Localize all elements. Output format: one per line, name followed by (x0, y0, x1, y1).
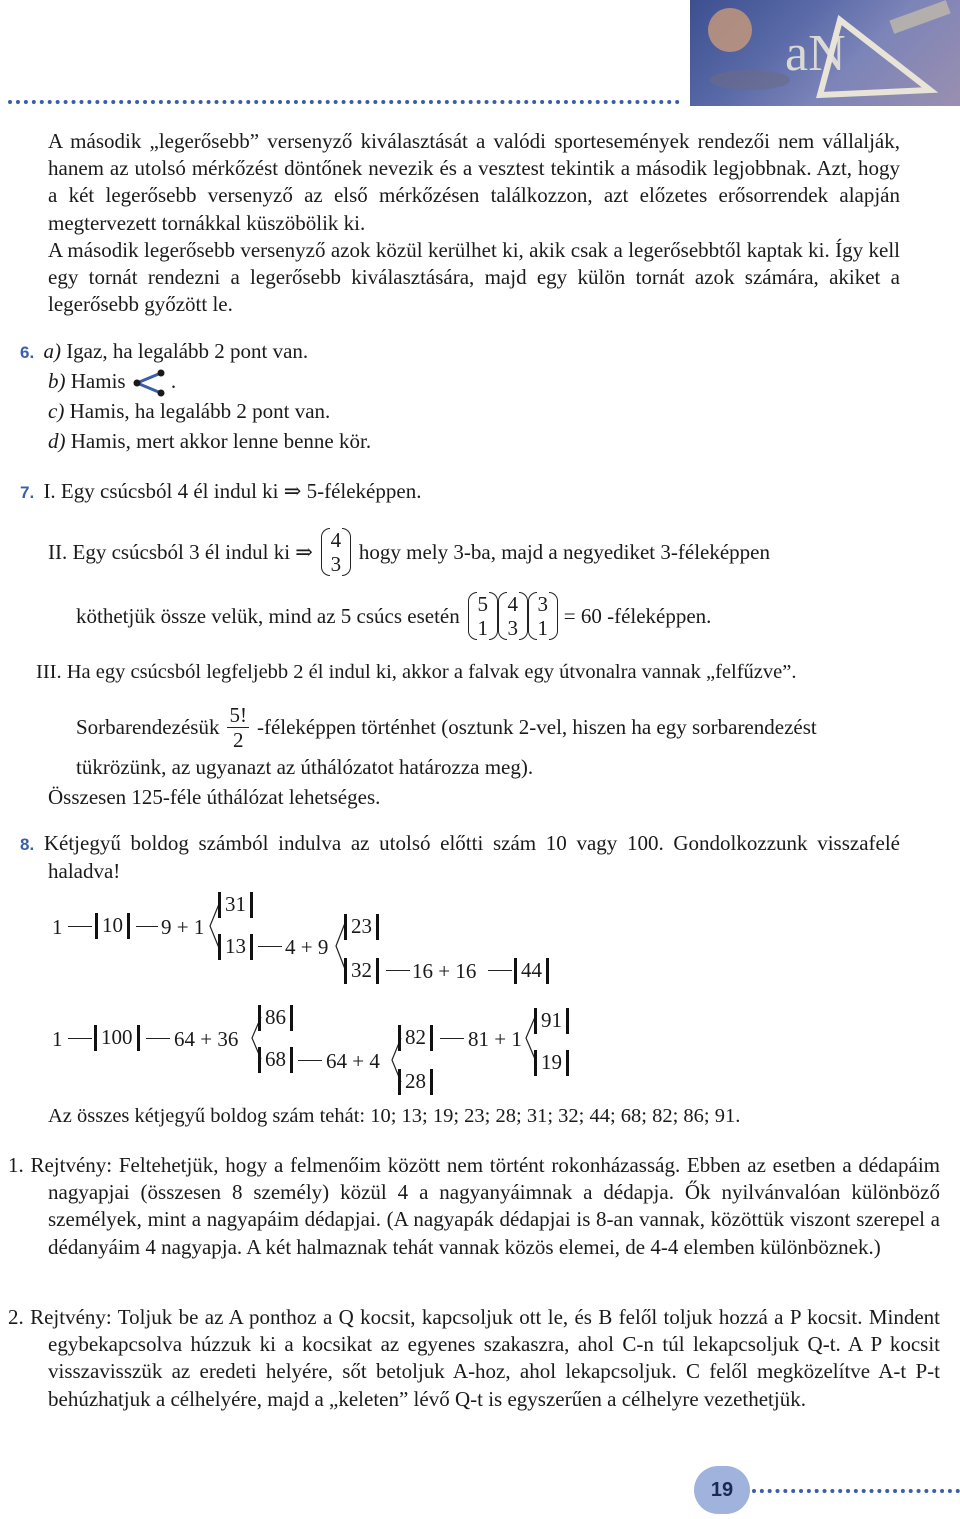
binom-top: 4 (330, 528, 342, 552)
tree-box: 31 (218, 892, 253, 918)
label-a: a) (43, 339, 61, 363)
page-number-badge: 19 (694, 1466, 750, 1514)
tree-box: 13 (218, 934, 253, 960)
item-7-ii-line2 (76, 589, 711, 643)
tree-edge (68, 1038, 92, 1039)
item-6-a (20, 339, 308, 364)
label-b: b) (48, 369, 66, 393)
label-d: d) (48, 429, 66, 453)
tree-edge (440, 1038, 464, 1039)
item-7-ii-suffix: hogy mely 3-ba, majd a negyediket 3-féleképpen (358, 539, 770, 564)
label-c: c) (48, 399, 65, 423)
intro-paragraph-2: A második legerősebb versenyző azok közül kerülhet ki, akik csak a legerősebbtől kaptak ki. Így kell egy tornát rendezni a legerősebb kiválasztására, majd egy külön tornát azok számára, akiket a legerősebb győzött le. (48, 238, 900, 317)
tree-edge (146, 1038, 170, 1039)
item-number: 6. (20, 343, 35, 362)
item-7-total: Összesen 125-féle úthálózat lehetséges. (48, 785, 381, 809)
binomial-5-1 (468, 592, 498, 640)
tree-expression: 64 + 36 (174, 1027, 239, 1051)
item-6-c (48, 399, 330, 424)
binomial-4-3 (321, 528, 351, 576)
fraction-5fact-over-2 (227, 703, 249, 752)
geometry-tools-illustration (690, 0, 960, 106)
binom-top: 5 (477, 592, 488, 616)
item-number: 7. (20, 483, 35, 502)
tree-box: 23 (344, 914, 379, 940)
header-illustration (690, 0, 960, 106)
item-7-ii-prefix: II. Egy csúcsból 3 él indul ki ⇒ (48, 539, 313, 564)
tree-edge (488, 970, 512, 971)
binomial-3-1 (528, 592, 558, 640)
sor-prefix: Sorbarendezésük (76, 714, 220, 739)
tree-expression: 4 + 9 (285, 935, 329, 959)
item-7-i (20, 479, 421, 504)
item-7-sorbarendezes (76, 697, 817, 757)
tree-edge (258, 946, 282, 947)
tree-box: 10 (95, 913, 130, 939)
item-7-i-text: I. Egy csúcsból 4 él indul ki ⇒ 5-féleképpen. (43, 479, 422, 503)
fraction-denominator: 2 (232, 727, 244, 752)
tree-edge (136, 926, 158, 927)
forked-path-icon (131, 369, 171, 397)
tree-edge (68, 926, 92, 927)
item-6-c-text: Hamis, ha legalább 2 pont van. (69, 399, 331, 423)
item-6-d-text: Hamis, mert akkor lenne benne kör. (70, 429, 372, 453)
tree-expression: 9 + 1 (161, 915, 205, 939)
item-7-iii: III. Ha egy csúcsból legfeljebb 2 él indul ki, akkor a falvak egy útvonalra vannak „felfűzve”. (36, 661, 797, 683)
happy-number-tree-1 (0, 888, 960, 988)
tree-node: 1 (52, 1027, 63, 1051)
item-8-text (20, 830, 900, 885)
binom-bottom: 1 (537, 616, 548, 640)
tree-node: 1 (52, 915, 63, 939)
item-7-ii-line2-prefix: köthetjük össze velük, mind az 5 csúcs esetén (76, 603, 460, 628)
binom-top: 4 (507, 592, 518, 616)
tree-box: 82 (398, 1025, 433, 1051)
header-dotted-rule (8, 100, 680, 104)
tree-box: 100 (94, 1025, 140, 1051)
sor-suffix: -féleképpen történhet (osztunk 2-vel, hiszen ha egy sorbarendezést (256, 714, 817, 739)
tree-expression: 16 + 16 (412, 959, 477, 983)
tree-box: 86 (258, 1005, 293, 1031)
item-6-b-text: Hamis (70, 369, 126, 393)
item-6-d (48, 429, 371, 454)
tree-box: 19 (534, 1050, 569, 1076)
binomial-4-3b (498, 592, 528, 640)
happy-number-tree-2 (0, 1003, 960, 1103)
item-7-ii-line2-suffix: = 60 -féleképpen. (563, 603, 712, 628)
tree-expression: 64 + 4 (326, 1049, 380, 1073)
tree-box: 91 (534, 1008, 569, 1034)
binom-bottom: 1 (477, 616, 488, 640)
tree-edge (386, 970, 410, 971)
header-logo-letters: aN (785, 25, 846, 82)
item-number: 8. (20, 835, 35, 854)
binom-bottom: 3 (330, 552, 342, 576)
binom-top: 3 (537, 592, 548, 616)
item-7-ii-line1 (48, 525, 770, 579)
puzzle-2: 2. Rejtvény: Toljuk be az A ponthoz a Q kocsit, kapcsoljuk ott le, és B felől toljuk hozzá a P kocsit. Mindent egybekapcsolva húzzuk ki a kocsikat az egyenes szakaszra, ahol C-n túl lekapcsoljuk Q-t. A P kocsit visszavisszük az eredeti helyére, sőt betoljuk A-hoz, ahol lekapcsoljuk. C felől megközelítve A-t P-t behúzhatjuk a célhelyére, majd a „keleten” lévő Q-t is egyszerűen a célhelyre vezethetjük. (8, 1305, 940, 1411)
footer-dotted-rule (752, 1489, 960, 1493)
item-6-a-text: Igaz, ha legalább 2 pont van. (66, 339, 309, 363)
binom-bottom: 3 (507, 616, 518, 640)
tree-box: 28 (398, 1069, 433, 1095)
item-8-statement: Kétjegyű boldog számból indulva az utolsó előtti szám 10 vagy 100. Gondolkozzunk visszafelé haladva! (43, 831, 900, 884)
item-6-b (48, 369, 176, 397)
item-6-b-end: . (170, 369, 177, 393)
puzzle-1: 1. Rejtvény: Feltehetjük, hogy a felmenőim között nem történt rokonházasság. Ebben az esetben a dédapáim nagyapjai (összesen 8 személy) közül 4 a nagyanyáimnak a dédapja. Ők nyilvánvalóan különböző személyek, mint a nagyapáim dédapjai. (A nagyapák dédapjai is 8-an vannak, közöttük viszont szerepel a dédanyáim 4 nagyapja. A két halmaznak tehát vannak közös elemei, de 4-4 elemben különböznek.) (8, 1153, 940, 1259)
item-7-sor-line2: tükrözünk, az ugyanazt az úthálózatot határozza meg). (76, 755, 534, 779)
tree-edge (298, 1060, 322, 1061)
tree-expression: 81 + 1 (468, 1027, 522, 1051)
tree-box: 68 (258, 1047, 293, 1073)
intro-paragraph-1: A második „legerősebb” versenyző kiválasztását a valódi sportesemények rendezői nem vállalják, hanem az utolsó mérkőzést döntőnek nevezik és a vesztest tekintik a második legjobbnak. Azt, hogy a két legerősebb versenyző az első mérkőzésen találkozzon, azt előzetes erősorrendek alapján megtervezett tornákkal küszöbölik ki. (48, 129, 900, 235)
tree-box: 32 (344, 958, 379, 984)
item-8-summary: Az összes kétjegyű boldog szám tehát: 10; 13; 19; 23; 28; 31; 32; 44; 68; 82; 86; 91. (48, 1105, 741, 1127)
fraction-numerator: 5! (229, 702, 247, 727)
tree-box: 44 (514, 958, 549, 984)
